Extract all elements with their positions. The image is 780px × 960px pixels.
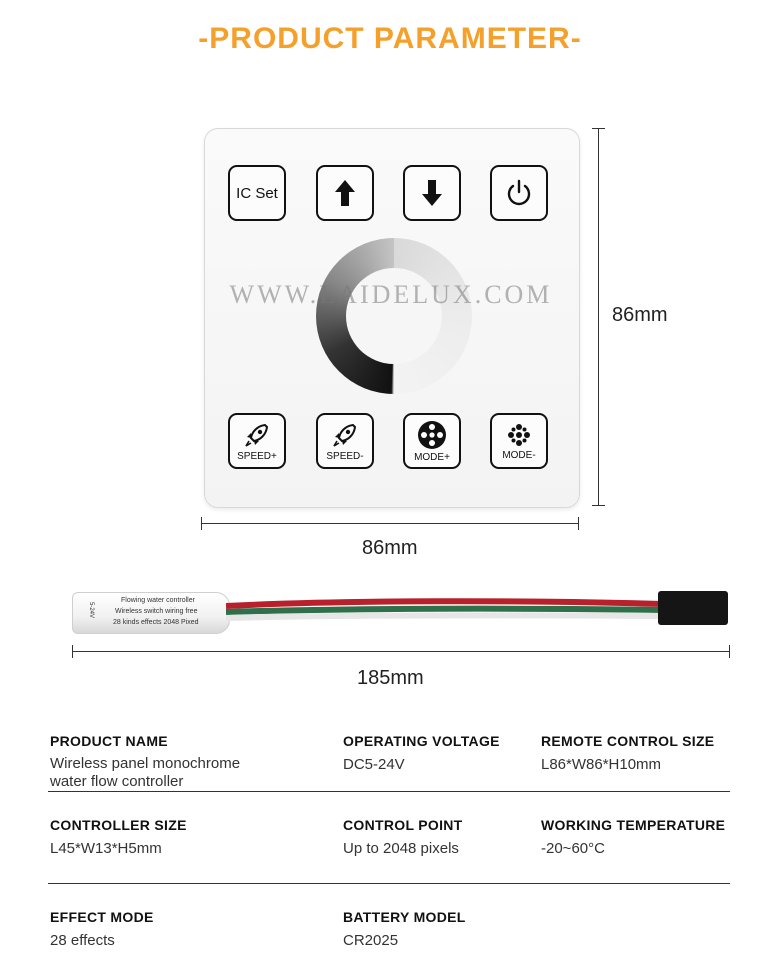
width-dimension-label: 86mm <box>362 537 418 559</box>
spec-label-remote-size: REMOTE CONTROL SIZE <box>541 733 715 749</box>
spec-value-battery-model: CR2025 <box>343 932 399 949</box>
controller-body <box>72 592 230 634</box>
spec-label-effect-mode: EFFECT MODE <box>50 909 154 925</box>
rocket-icon <box>331 421 359 449</box>
width-dimension-cap-left <box>201 517 202 530</box>
table-divider <box>48 883 730 884</box>
spec-label-battery-model: BATTERY MODEL <box>343 909 466 925</box>
arrow-down-icon <box>420 178 444 208</box>
controller-cable <box>226 596 662 624</box>
spec-value-effect-mode: 28 effects <box>50 932 115 949</box>
width-dimension-line <box>201 523 579 524</box>
mode-dots-icon <box>417 420 447 450</box>
spec-value-control-point: Up to 2048 pixels <box>343 840 459 857</box>
spec-label-product-name: PRODUCT NAME <box>50 733 168 749</box>
spec-label-operating-voltage: OPERATING VOLTAGE <box>343 733 500 749</box>
ic-set-label: IC Set <box>236 184 278 202</box>
speed-minus-key <box>316 413 374 469</box>
power-icon <box>504 178 534 208</box>
controller-text-line-3: 28 kinds effects 2048 Pixed <box>113 619 199 626</box>
power-key <box>490 165 548 221</box>
length-dimension-cap-right <box>729 645 730 658</box>
rocket-icon <box>243 421 271 449</box>
table-divider <box>48 791 730 792</box>
spec-value-controller-size: L45*W13*H5mm <box>50 840 162 857</box>
spec-label-control-point: CONTROL POINT <box>343 817 463 833</box>
page-title: -PRODUCT PARAMETER- <box>198 22 582 55</box>
speed-plus-label: SPEED+ <box>237 450 277 462</box>
length-dimension-line <box>72 651 730 652</box>
mode-minus-key <box>490 413 548 469</box>
length-dimension-cap-left <box>72 645 73 658</box>
speed-minus-label: SPEED- <box>326 450 364 462</box>
down-key <box>403 165 461 221</box>
height-dimension-label: 86mm <box>612 304 668 326</box>
mode-plus-label: MODE+ <box>414 451 450 463</box>
spec-value-working-temperature: -20~60°C <box>541 840 605 857</box>
ic-set-key <box>228 165 286 221</box>
controller-voltage-tag: 5-24V <box>88 601 95 619</box>
spec-value-remote-size: L86*W86*H10mm <box>541 756 662 773</box>
height-dimension-line <box>598 128 599 506</box>
mode-minus-label: MODE- <box>502 449 536 461</box>
mode-plus-key <box>403 413 461 469</box>
controller-text-line-1: Flowing water controller <box>121 597 195 604</box>
watermark: WWW.LAIDELUX.COM <box>229 280 553 309</box>
spec-label-controller-size: CONTROLLER SIZE <box>50 817 187 833</box>
spec-value-product-name: Wireless panel monochrome water flow controller <box>50 755 241 790</box>
controller-text-line-2: Wireless switch wiring free <box>115 608 198 615</box>
spec-value-operating-voltage: DC5-24V <box>343 756 405 773</box>
connector-plug <box>658 591 728 625</box>
mode-dots-icon <box>506 422 532 448</box>
length-dimension-label: 185mm <box>357 667 424 689</box>
height-dimension-cap-bottom <box>592 505 605 506</box>
height-dimension-cap-top <box>592 128 605 129</box>
up-key <box>316 165 374 221</box>
speed-plus-key <box>228 413 286 469</box>
spec-label-working-temperature: WORKING TEMPERATURE <box>541 817 726 833</box>
arrow-up-icon <box>333 178 357 208</box>
width-dimension-cap-right <box>578 517 579 530</box>
